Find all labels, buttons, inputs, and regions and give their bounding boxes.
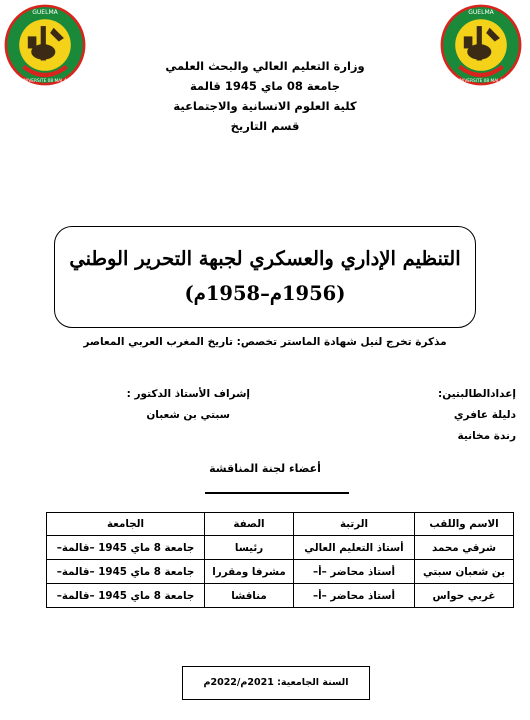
department-name: قسم التاريخ (230, 119, 300, 133)
header-rank: الرتبة (294, 513, 415, 536)
member-rank: أستاذ محاضر –أ– (294, 560, 415, 584)
logo-top-text: GUELMA (468, 9, 494, 17)
member-role: مناقشا (205, 584, 294, 608)
supervisor-label: إشراف الأستاذ الدكتور : (126, 388, 250, 400)
logo-ring-text: UNIVERSITE 08 MAI 45 (20, 78, 70, 84)
header-university: الجامعة (47, 513, 205, 536)
logo-ring-text: UNIVERSITE 08 MAI 45 (456, 78, 506, 84)
university-logo-right (438, 2, 524, 88)
member-name: غربي حواس (415, 584, 514, 608)
committee-table (46, 512, 514, 608)
supervisor-name: سبتي بن شعبان (146, 409, 230, 421)
thesis-period: (1956م–1958م) (184, 282, 346, 305)
students-label: إعدادالطالبتين: (438, 388, 516, 400)
table-row (47, 560, 514, 584)
logo-top-text: GUELMA (32, 9, 58, 17)
university-logo-left (2, 2, 88, 88)
member-role: مشرفا ومقررا (205, 560, 294, 584)
table-row (47, 536, 514, 560)
faculty-name: كلية العلوم الانسانية والاجتماعية (173, 99, 357, 113)
student-name: دليلة عافري (453, 409, 516, 421)
member-name: شرقي محمد (415, 536, 514, 560)
member-university: جامعة 8 ماي 1945 –قالمة– (47, 584, 205, 608)
institution-header (140, 56, 390, 136)
thesis-title: التنظيم الإداري والعسكري لجبهة التحرير الوطني (69, 247, 461, 270)
academic-year: السنة الجامعية: 2021م/2022م (182, 666, 370, 700)
member-name: بن شعبان سبتي (415, 560, 514, 584)
member-university: جامعة 8 ماي 1945 –قالمة– (47, 536, 205, 560)
university-name: جامعة 08 ماي 1945 قالمة (189, 79, 341, 93)
student-name: رندة مخانية (457, 430, 516, 442)
member-role: رئيسا (205, 536, 294, 560)
table-header-row (47, 513, 514, 536)
thesis-title-box (54, 226, 476, 328)
committee-title: أعضاء لجنة المناقشة (209, 462, 321, 475)
ministry-name: وزارة التعليم العالي والبحث العلمي (165, 59, 365, 73)
committee-underline (205, 492, 349, 494)
supervisor-block (50, 384, 250, 426)
table-row (47, 584, 514, 608)
students-block (316, 384, 516, 447)
header-role: الصفة (205, 513, 294, 536)
member-rank: أستاذ محاضر –أ– (294, 584, 415, 608)
header-name: الاسم واللقب (415, 513, 514, 536)
member-university: جامعة 8 ماي 1945 –قالمة– (47, 560, 205, 584)
memo-description: مذكرة تخرج لنيل شهادة الماستر تخصص: تاريخ المغرب العربي المعاصر (83, 336, 447, 348)
member-rank: أستاذ التعليم العالي (294, 536, 415, 560)
